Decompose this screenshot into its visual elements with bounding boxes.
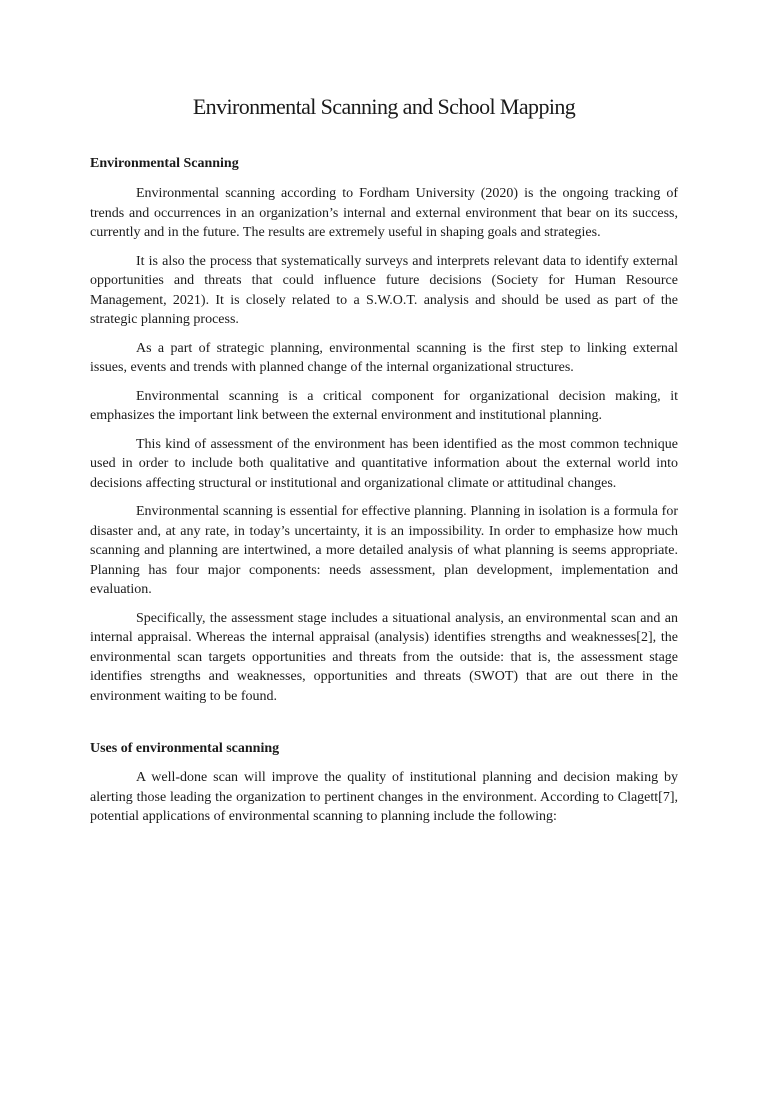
paragraph: Environmental scanning according to Fordham University (2020) is the ongoing tracking of trends and occurrences in an organization’s internal and external environment that bear on its success, currently and in the future. The results are extremely useful in shaping goals and strategies.	[90, 186, 678, 240]
document-page	[0, 92, 768, 1116]
paragraph: A well-done scan will improve the quality of institutional planning and decision making by alerting those leading the organization to pertinent changes in the environment. According to Clagett[7], potential applications of environmental scanning to planning include the following:	[90, 770, 678, 824]
paragraph: Specifically, the assessment stage includes a situational analysis, an environmental scan and an internal appraisal. Whereas the internal appraisal (analysis) identifies strengths and weaknesses[2], the environmental scan targets opportunities and threats from the outside: that is, the assessment stage identifies strengths and weaknesses, opportunities and threats (SWOT) that are out there in the environment waiting to be found.	[90, 610, 678, 704]
paragraph: This kind of assessment of the environment has been identified as the most common technique used in order to include both qualitative and quantitative information about the external world into decisions affecting structural or institutional and organizational climate or attitudinal changes.	[90, 436, 678, 491]
section-heading-environmental-scanning: Environmental Scanning	[90, 156, 239, 171]
paragraph: Environmental scanning is essential for effective planning. Planning in isolation is a formula for disaster and, at any rate, in today’s uncertainty, it is an impossibility. In order to emphasize how much scanning and planning are intertwined, a more detailed analysis of what planning is seems appropriate. Planning has four major components: needs assessment, plan development, implementation and evaluation.	[90, 504, 678, 597]
paragraph: It is also the process that systematically surveys and interprets relevant data to identify external opportunities and threats that could influence future decisions (Society for Human Resource Management, 2021). It is closely related to a S.W.O.T. analysis and should be used as part of the strategic planning process.	[90, 253, 678, 327]
document-title: Environmental Scanning and School Mapping	[192, 94, 576, 119]
section-heading-uses-of-environmental-scanning: Uses of environmental scanning	[90, 741, 280, 756]
paragraph: Environmental scanning is a critical component for organizational decision making, it emphasizes the important link between the external environment and institutional planning.	[90, 388, 678, 423]
paragraph: As a part of strategic planning, environmental scanning is the first step to linking external issues, events and trends with planned change of the internal organizational structures.	[90, 340, 678, 375]
